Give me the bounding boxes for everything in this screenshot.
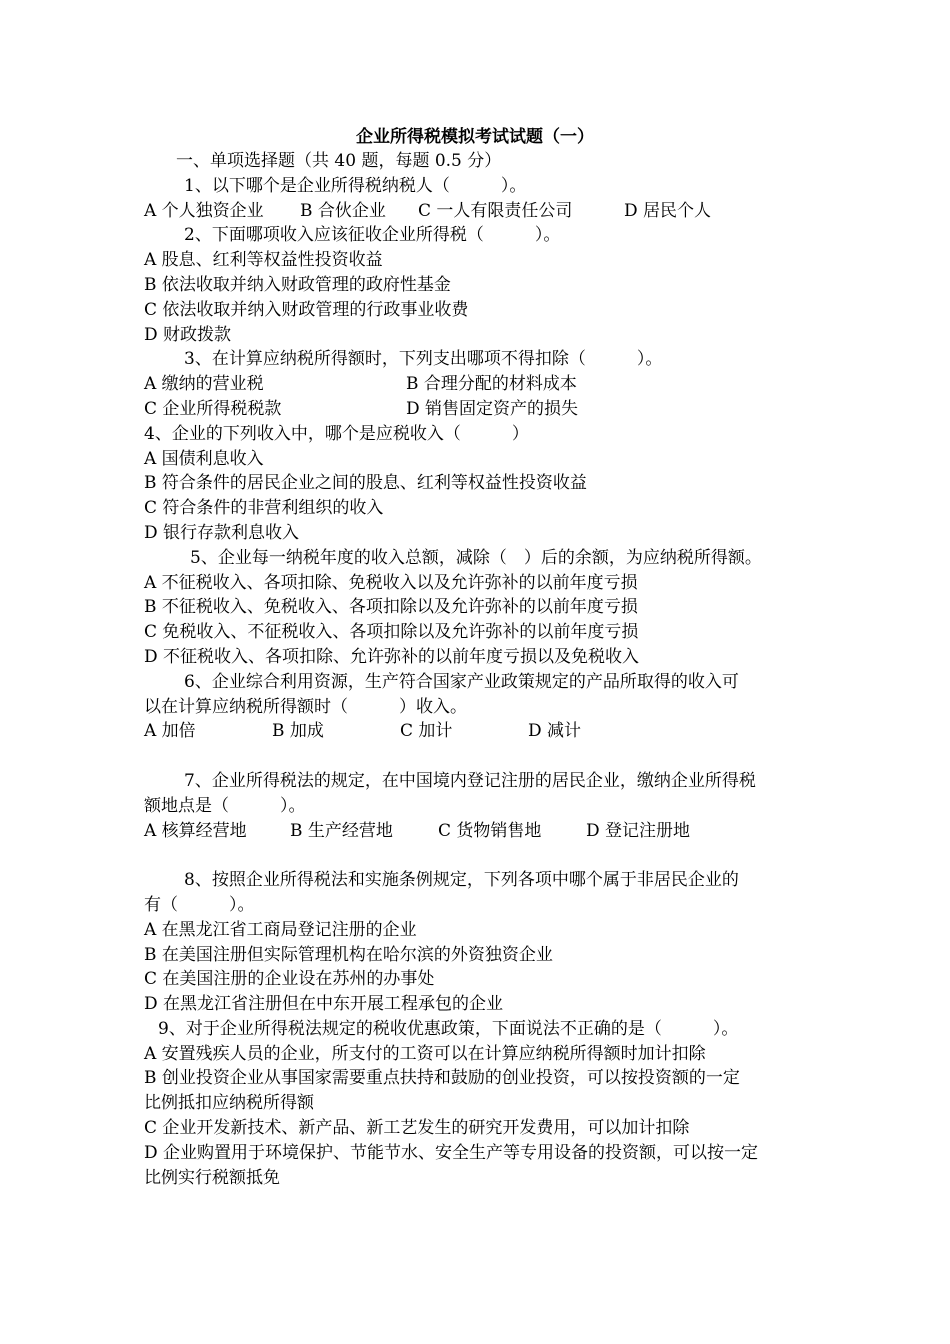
question-6-option-b: B 加成 — [272, 721, 324, 742]
question-4-option-d: D 银行存款利息收入 — [144, 522, 300, 543]
question-7-option-b: B 生产经营地 — [290, 820, 393, 841]
question-7-stem-line-1: 7、企业所得税法的规定，在中国境内登记注册的居民企业，缴纳企业所得税 — [184, 770, 756, 791]
question-6-option-c: C 加计 — [400, 721, 453, 742]
question-1-options — [144, 199, 814, 224]
question-8-option-b: B 在美国注册但实际管理机构在哈尔滨的外资独资企业 — [144, 944, 553, 965]
question-2-option-c: C 依法收取并纳入财政管理的行政事业收费 — [144, 299, 469, 320]
question-6-stem-line-2: 以在计算应纳税所得额时（ ）收入。 — [144, 696, 467, 717]
question-5-option-a: A 不征税收入、各项扣除、免税收入以及允许弥补的以前年度亏损 — [144, 572, 638, 593]
question-3-stem: 3、在计算应纳税所得额时，下列支出哪项不得扣除（ ）。 — [184, 349, 663, 370]
document-body — [144, 149, 814, 1190]
question-1-option-d: D 居民个人 — [624, 200, 712, 221]
question-7-option-a: A 核算经营地 — [144, 820, 247, 841]
question-4-stem: 4、企业的下列收入中，哪个是应税收入（ ） — [144, 423, 529, 444]
question-7-option-d: D 登记注册地 — [586, 820, 691, 841]
question-2-option-a: A 股息、红利等权益性投资收益 — [144, 250, 383, 271]
question-3-option-b: B 合理分配的材料成本 — [406, 374, 577, 395]
question-9-option-a: A 安置残疾人员的企业，所支付的工资可以在计算应纳税所得额时加计扣除 — [144, 1043, 706, 1064]
question-1-option-b: B 合伙企业 — [300, 200, 386, 221]
question-9-option-c: C 企业开发新技术、新产品、新工艺发生的研究开发费用，可以加计扣除 — [144, 1118, 690, 1139]
question-8-stem-line-2: 有（ ）。 — [144, 894, 255, 915]
question-2-option-d: D 财政拨款 — [144, 324, 232, 345]
question-1-option-a: A 个人独资企业 — [144, 200, 264, 221]
question-6-stem-line-1: 6、企业综合利用资源，生产符合国家产业政策规定的产品所取得的收入可 — [184, 671, 739, 692]
question-3-options-row-2 — [144, 397, 814, 422]
question-9-option-b-line-1: B 创业投资企业从事国家需要重点扶持和鼓励的创业投资，可以按投资额的一定 — [144, 1068, 740, 1089]
question-4-option-a: A 国债利息收入 — [144, 448, 264, 469]
question-5-stem: 5、企业每一纳税年度的收入总额，减除（ ）后的余额，为应纳税所得额。 — [190, 547, 762, 568]
question-9-option-b-line-2: 比例抵扣应纳税所得额 — [144, 1093, 314, 1114]
question-9-stem: 9、对于企业所得税法规定的税收优惠政策，下面说法不正确的是（ ）。 — [158, 1018, 739, 1039]
question-3-option-d: D 销售固定资产的损失 — [406, 398, 579, 419]
question-1-stem: 1、以下哪个是企业所得税纳税人（ ）。 — [184, 175, 527, 196]
question-3-option-a: A 缴纳的营业税 — [144, 374, 264, 395]
question-8-option-d: D 在黑龙江省注册但在中东开展工程承包的企业 — [144, 994, 504, 1015]
question-9-option-d-line-1: D 企业购置用于环境保护、节能节水、安全生产等专用设备的投资额，可以按一定 — [144, 1142, 759, 1163]
question-9-option-d-line-2: 比例实行税额抵免 — [144, 1167, 280, 1188]
page-title: 企业所得税模拟考试试题（一） — [356, 127, 594, 147]
question-4-option-b: B 符合条件的居民企业之间的股息、红利等权益性投资收益 — [144, 473, 587, 494]
blank-line — [144, 843, 814, 868]
question-3-options-row-1 — [144, 372, 814, 397]
question-6-option-a: A 加倍 — [144, 721, 196, 742]
question-6-option-d: D 减计 — [528, 721, 582, 742]
question-2-stem: 2、下面哪项收入应该征收企业所得税（ ）。 — [184, 225, 561, 246]
question-8-option-a: A 在黑龙江省工商局登记注册的企业 — [144, 919, 417, 940]
question-5-option-c: C 免税收入、不征税收入、各项扣除以及允许弥补的以前年度亏损 — [144, 622, 639, 643]
question-7-option-c: C 货物销售地 — [438, 820, 542, 841]
section-heading: 一、单项选择题（共 40 题，每题 0.5 分） — [176, 151, 502, 171]
question-8-option-c: C 在美国注册的企业设在苏州的办事处 — [144, 969, 435, 990]
question-5-option-d: D 不征税收入、各项扣除、允许弥补的以前年度亏损以及免税收入 — [144, 646, 640, 667]
question-5-option-b: B 不征税收入、免税收入、各项扣除以及允许弥补的以前年度亏损 — [144, 597, 638, 618]
question-2-option-b: B 依法收取并纳入财政管理的政府性基金 — [144, 274, 451, 295]
question-8-stem-line-1: 8、按照企业所得税法和实施条例规定，下列各项中哪个属于非居民企业的 — [184, 870, 739, 891]
question-1-option-c: C 一人有限责任公司 — [418, 200, 573, 221]
question-4-option-c: C 符合条件的非营利组织的收入 — [144, 498, 384, 519]
blank-line — [144, 744, 814, 769]
question-7-options — [144, 819, 814, 844]
question-7-stem-line-2: 额地点是（ ）。 — [144, 795, 306, 816]
question-3-option-c: C 企业所得税税款 — [144, 398, 282, 419]
question-6-options — [144, 719, 814, 744]
